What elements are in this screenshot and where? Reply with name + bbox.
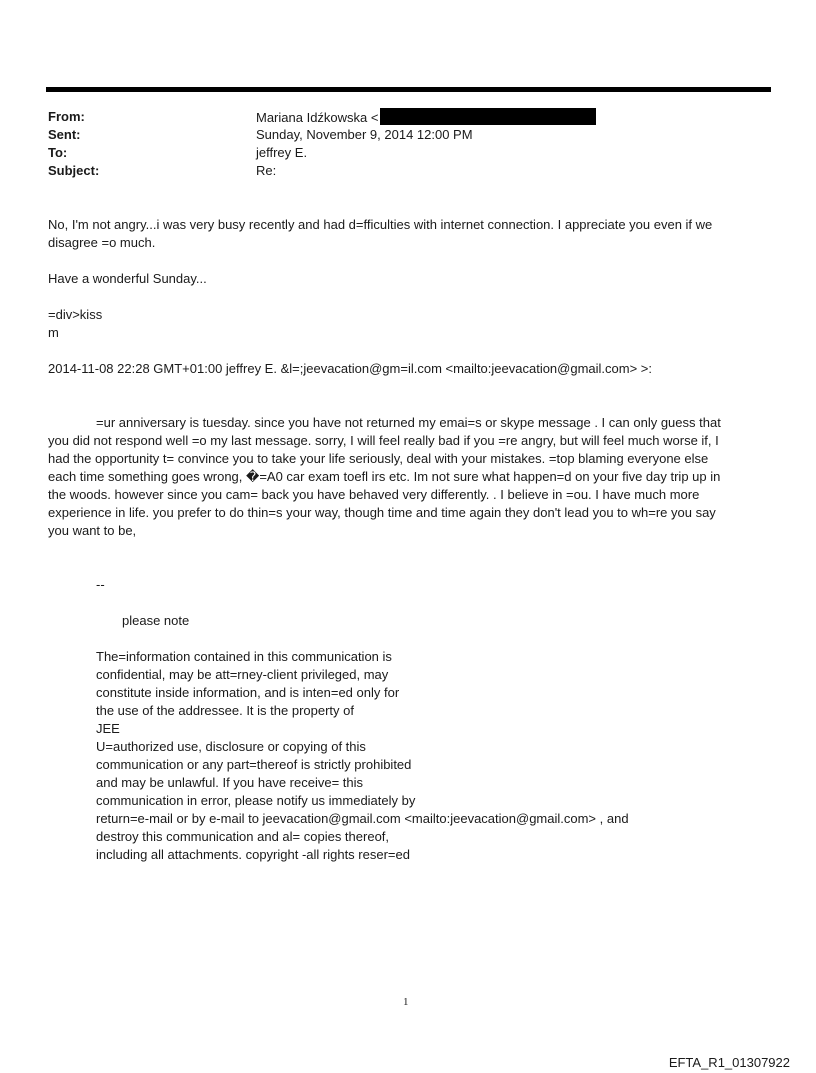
- disclaimer-line: return=e-mail or by e-mail to jeevacation@gmail.com <mailto:jeevacation@gmail.com> , and: [96, 811, 629, 826]
- disclaimer-line: and may be unlawful. If you have receive= this: [96, 775, 364, 790]
- quoted-line: experience in life. you prefer to do thin=s your way, though time and time again they don't lead you to wh=re you say: [48, 505, 716, 520]
- disclaimer-line: communication in error, please notify us immediately by: [96, 793, 416, 808]
- quoted-line: you want to be,: [48, 523, 137, 538]
- signature-dashes: --: [96, 577, 105, 592]
- kiss-line: =div>kiss: [48, 307, 103, 322]
- quote-header: 2014-11-08 22:28 GMT+01:00 jeffrey E. &l=;jeevacation@gm=il.com <mailto:jeevacation@gmail.com> >:: [48, 361, 653, 376]
- greeting-line: Have a wonderful Sunday...: [48, 271, 207, 286]
- disclaimer-line: The=information contained in this communication is: [96, 649, 392, 664]
- please-note: please note: [122, 613, 190, 628]
- from-label: From:: [48, 109, 85, 124]
- quoted-line: had the opportunity t= convince you to take your life seriously, deal with your mistakes. =top blaming everyone else: [48, 451, 709, 466]
- from-value: [256, 108, 596, 127]
- disclaimer-line: the use of the addressee. It is the property of: [96, 703, 354, 718]
- disclaimer-line: JEE: [96, 721, 120, 736]
- disclaimer-line: U=authorized use, disclosure or copying of this: [96, 739, 366, 754]
- redaction-bar: [380, 108, 596, 125]
- disclaimer-line: destroy this communication and al= copies thereof,: [96, 829, 390, 844]
- sent-value: Sunday, November 9, 2014 12:00 PM: [256, 127, 473, 142]
- sender-name: Mariana Idźkowska <: [256, 110, 379, 125]
- quoted-line: the woods. however since you cam= back you have behaved very differently. . I believe in =ou. I have much more: [48, 487, 700, 502]
- disclaimer-line: communication or any part=thereof is strictly prohibited: [96, 757, 412, 772]
- quoted-line: =ur anniversary is tuesday. since you have not returned my emai=s or skype message . I can only guess that: [96, 415, 721, 430]
- to-value: jeffrey E.: [256, 145, 308, 160]
- quoted-line: you did not respond well =o my last message. sorry, I will feel really bad if you =re angry, but will feel much worse if, I: [48, 433, 719, 448]
- reply-line: No, I'm not angry...i was very busy recently and had d=fficulties with internet connection. I appreciate you even if we: [48, 217, 713, 232]
- initial-line: m: [48, 325, 59, 340]
- reply-line: disagree =o much.: [48, 235, 156, 250]
- disclaimer-line: confidential, may be att=rney-client privileged, may: [96, 667, 389, 682]
- subject-label: Subject:: [48, 163, 100, 178]
- to-label: To:: [48, 145, 68, 160]
- disclaimer-line: constitute inside information, and is inten=ed only for: [96, 685, 400, 700]
- sent-label: Sent:: [48, 127, 81, 142]
- document-id: EFTA_R1_01307922: [668, 1055, 790, 1070]
- quoted-line: each time something goes wrong, �=A0 car exam toefl irs etc. Im not sure what happen=d on your five day trip up in: [48, 469, 721, 484]
- disclaimer-line: including all attachments. copyright -all rights reser=ed: [96, 847, 410, 862]
- page-number: 1: [403, 996, 409, 1008]
- header-rule: [46, 87, 771, 92]
- subject-value: Re:: [256, 163, 277, 178]
